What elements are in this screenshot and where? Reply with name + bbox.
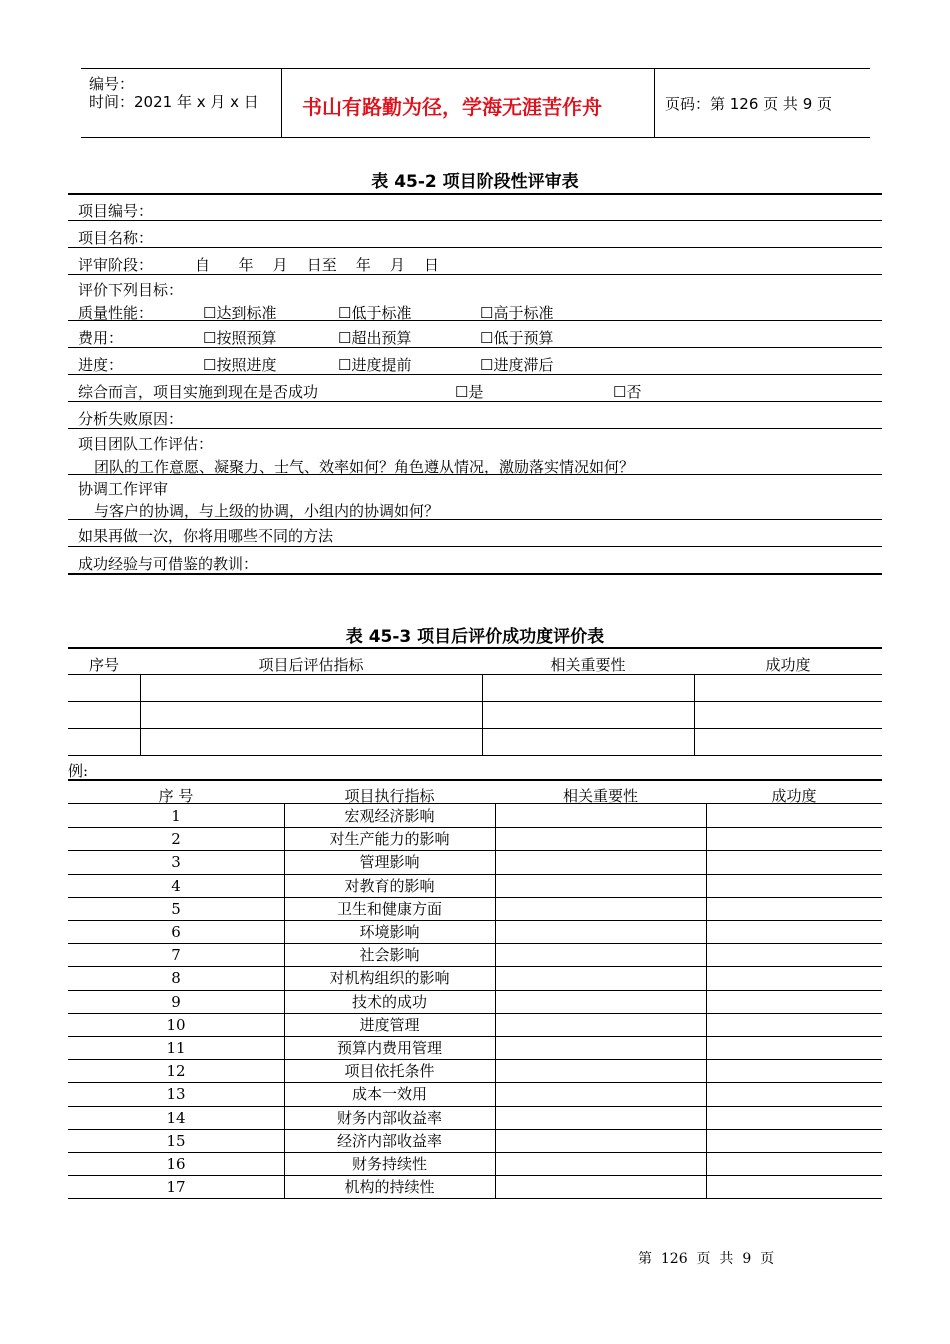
row-number: 17 — [166, 1178, 186, 1197]
review-stage-label: 评审阶段： — [78, 256, 154, 274]
row-number: 13 — [166, 1085, 186, 1104]
column-divider — [495, 804, 496, 1198]
ex-header-no: 序 号 — [158, 787, 194, 805]
table1-title: 表 45-2 项目阶段性评审表 — [371, 172, 579, 192]
quality-option-below[interactable]: ☐低于标准 — [338, 304, 412, 322]
cost-option-under-budget[interactable]: ☐低于预算 — [480, 329, 554, 347]
cost-option-over-budget[interactable]: ☐超出预算 — [338, 329, 412, 347]
row-number: 11 — [166, 1039, 186, 1057]
row-indicator: 成本一效用 — [351, 1085, 427, 1104]
row-indicator: 经济内部收益率 — [336, 1131, 442, 1150]
row-number: 4 — [171, 876, 181, 895]
col-header-success: 成功度 — [765, 656, 811, 674]
row-divider — [68, 966, 882, 967]
row-divider — [68, 1082, 882, 1083]
column-divider — [706, 804, 707, 1198]
row-divider — [68, 1152, 882, 1153]
review-stage-dates: 自 年 月 日至 年 月 日 — [195, 256, 439, 274]
row-divider — [68, 1036, 882, 1037]
project-name-label: 项目名称： — [78, 229, 154, 247]
coord-eval-label: 协调工作评审 — [78, 480, 169, 498]
eval-targets-label: 评价下列目标： — [78, 281, 184, 299]
cost-option-on-budget[interactable]: ☐按照预算 — [203, 329, 277, 347]
row-divider — [68, 943, 882, 944]
row-indicator: 环境影响 — [359, 923, 420, 941]
col-header-importance: 相关重要性 — [550, 656, 626, 674]
lessons-label: 成功经验与可借鉴的教训： — [78, 555, 259, 573]
team-eval-question: 团队的工作意愿、凝聚力、士气、效率如何？角色遵从情况，激励落实情况如何？ — [94, 458, 635, 476]
row-divider — [68, 897, 882, 898]
redo-question: 如果再做一次，你将用哪些不同的方法 — [78, 527, 334, 545]
team-eval-label: 项目团队工作评估： — [78, 435, 214, 453]
motto: 书山有路勤为径，学海无涯苦作舟 — [302, 95, 602, 119]
page-info: 页码：第 126 页 共 9 页 — [665, 95, 833, 113]
row-indicator: 对机构组织的影响 — [329, 969, 450, 988]
header-motto-cell — [282, 69, 655, 137]
overall-yes-option[interactable]: ☐是 — [455, 383, 484, 401]
row-number: 7 — [171, 946, 181, 965]
header-info-cell — [81, 69, 282, 137]
row-divider — [68, 850, 882, 851]
row-indicator: 宏观经济影响 — [344, 807, 435, 825]
row-indicator: 对教育的影响 — [344, 876, 435, 895]
progress-option-on-schedule[interactable]: ☐按照进度 — [203, 356, 277, 374]
row-number: 8 — [171, 969, 181, 988]
cost-label: 费用： — [78, 329, 124, 347]
row-divider — [68, 1175, 882, 1176]
overall-question: 综合而言，项目实施到现在是否成功 — [78, 383, 319, 401]
row-indicator: 项目依托条件 — [344, 1062, 435, 1081]
row-number: 6 — [171, 923, 181, 941]
row-indicator: 机构的持续性 — [344, 1178, 435, 1197]
row-number: 5 — [171, 899, 181, 918]
row-divider — [68, 1129, 882, 1130]
row-indicator: 进度管理 — [359, 1015, 420, 1034]
quality-option-above[interactable]: ☐高于标准 — [480, 304, 554, 322]
row-indicator: 财务持续性 — [351, 1155, 427, 1173]
quality-option-meets[interactable]: ☐达到标准 — [203, 304, 277, 322]
row-divider — [68, 874, 882, 875]
row-indicator: 卫生和健康方面 — [336, 899, 442, 918]
header-page-cell — [655, 69, 870, 137]
row-number: 9 — [171, 992, 181, 1011]
row-divider — [68, 1059, 882, 1060]
row-divider — [68, 1198, 882, 1199]
row-divider — [68, 990, 882, 991]
row-divider — [68, 1013, 882, 1014]
row-divider — [68, 1106, 882, 1107]
ex-header-indicator: 项目执行指标 — [344, 787, 435, 805]
ex-header-importance: 相关重要性 — [562, 787, 638, 805]
row-number: 14 — [166, 1108, 186, 1127]
row-divider — [68, 920, 882, 921]
example-label: 例: — [68, 762, 89, 780]
failure-reason-label: 分析失败原因： — [78, 410, 184, 428]
row-number: 2 — [171, 830, 181, 849]
row-number: 3 — [171, 853, 181, 872]
table2-title: 表 45-3 项目后评价成功度评价表 — [345, 627, 605, 647]
row-indicator: 技术的成功 — [351, 992, 427, 1011]
row-number: 12 — [166, 1062, 186, 1081]
quality-label: 质量性能： — [78, 304, 154, 322]
row-number: 16 — [166, 1155, 186, 1173]
progress-label: 进度： — [78, 356, 124, 374]
time-label: 时间：2021 年 x 月 x 日 — [89, 93, 259, 111]
ex-header-success: 成功度 — [771, 787, 817, 805]
row-number: 15 — [166, 1131, 186, 1150]
row-indicator: 预算内费用管理 — [336, 1039, 442, 1057]
project-no-label: 项目编号： — [78, 202, 154, 220]
row-number: 1 — [171, 807, 181, 825]
col-header-indicator: 项目后评估指标 — [258, 656, 364, 674]
col-header-no: 序号 — [88, 656, 119, 674]
row-indicator: 财务内部收益率 — [336, 1108, 442, 1127]
row-indicator: 对生产能力的影响 — [329, 830, 450, 849]
number-label: 编号： — [89, 75, 135, 93]
row-number: 10 — [166, 1015, 186, 1034]
row-divider — [68, 827, 882, 828]
progress-option-behind[interactable]: ☐进度滞后 — [480, 356, 554, 374]
overall-no-option[interactable]: ☐否 — [613, 383, 642, 401]
progress-option-ahead[interactable]: ☐进度提前 — [338, 356, 412, 374]
page-footer: 第 126 页 共 9 页 — [638, 1251, 775, 1267]
coord-eval-question: 与客户的协调，与上级的协调，小组内的协调如何？ — [94, 502, 440, 520]
page-header — [81, 68, 870, 138]
column-divider — [284, 804, 285, 1198]
row-indicator: 管理影响 — [359, 853, 420, 872]
row-indicator: 社会影响 — [359, 946, 420, 965]
